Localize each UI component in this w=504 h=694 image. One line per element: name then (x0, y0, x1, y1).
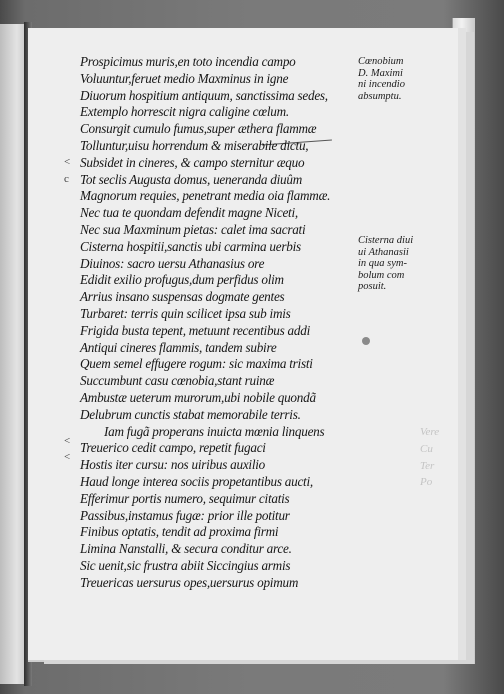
poem-line: Succumbunt casu cœnobia,stant ruinæ (80, 373, 275, 389)
poem-line: Consurgit cumulo fumus,super æthera flammæ (80, 121, 317, 137)
poem-line: Passibus,instamus fugæ: prior ille potitur (80, 507, 290, 523)
left-page-edge (0, 24, 25, 684)
poem-line: Haud longe interea sociis propetantibus aucti, (80, 473, 313, 489)
poem-line: Arrius insano suspensas dogmate gentes (80, 289, 285, 305)
poem-line: Frigida busta tepent, metuunt recentibus addi (80, 322, 311, 338)
gloss-line: posuit. (358, 281, 387, 292)
marginal-gloss-cistern (358, 235, 430, 293)
poem-line: Iam fugã properans inuicta mœnia linquens (104, 423, 325, 439)
poem-line: Delubrum cunctis stabat memorabile terris. (80, 406, 301, 422)
poem-line: Tolluntur,uisu horrendum & miserabile dictu, (80, 137, 309, 153)
poem-line: Finibus optatis, tendit ad proxima firmi (80, 524, 279, 540)
poem-line: Cisterna hospitii,sanctis ubi carmina uerbis (80, 238, 301, 254)
poem-line: Ambustæ ueterum murorum,ubi nobile quondã (80, 389, 316, 405)
poem-line: Voluuntur,feruet medio Maxminus in igne (80, 70, 289, 86)
gloss-line: D. Maximi (358, 67, 403, 79)
poem-line: Subsidet in cineres, & campo sternitur æquo (80, 154, 305, 170)
poem-line: Hostis iter cursu: nos uiribus auxilio (80, 457, 266, 473)
margin-mark: c (64, 173, 69, 185)
gloss-line: absumptu. (358, 90, 402, 102)
gloss-line: bolum com (358, 269, 405, 281)
poem-text-block (80, 54, 360, 592)
gloss-line: ni incendio (358, 79, 405, 90)
poem-line: Diuinos: sacro uersu Athanasius ore (80, 255, 265, 271)
poem-line: Prospicimus muris,en toto incendia campo (80, 54, 296, 69)
bleed-line: Cu (420, 442, 433, 455)
bleed-through-text (420, 424, 456, 491)
poem-line: Nec tua te quondam defendit magne Niceti, (80, 205, 298, 221)
poem-line: Limina Nanstalli, & secura conditur arce. (80, 541, 292, 557)
poem-line: Edidit exilio profugus,dum perfidus olim (80, 272, 284, 288)
gloss-line: ui Athanasii (358, 246, 409, 258)
poem-line: Extemplo horrescit nigra caligine cœlum. (80, 104, 289, 120)
margin-mark: < (64, 156, 71, 168)
poem-line: Tot seclis Augusta domus, ueneranda diuûm (80, 171, 303, 187)
poem-line: Antiqui cineres flammis, tandem subire (80, 339, 277, 355)
poem-line: Sic uenit,sic frustra abiit Siccingius armis (80, 557, 291, 573)
poem-line: Efferimur portis numero, sequimur citatis (80, 490, 290, 506)
gloss-line: in qua sym- (358, 258, 407, 269)
bleed-line: Po (420, 476, 433, 489)
bleed-line: Vere (420, 426, 440, 438)
poem-line: Diuorum hospitium antiquum, sanctissima sedes, (80, 87, 328, 103)
poem-line: Treuerico cedit campo, repetit fugaci (80, 440, 266, 456)
ink-smudge (362, 337, 370, 345)
poem-line: Magnorum requies, penetrant media oia flammæ. (80, 188, 331, 204)
poem-line: Treuericas uersurus opes,uersurus opimum (80, 574, 299, 590)
poem-line: Quem semel effugere rogum: sic maxima tristi (80, 356, 313, 372)
margin-mark: < (64, 451, 71, 463)
gloss-line: Cisterna diui (358, 235, 414, 246)
gloss-line: Cœnobium (358, 56, 404, 67)
margin-mark: < (64, 435, 71, 447)
poem-line: Turbaret: terris quin scilicet ipsa sub imis (80, 305, 291, 321)
poem-line: Nec sua Maxminum pietas: calet ima sacrati (80, 221, 306, 237)
marginal-gloss-monastery (358, 56, 430, 102)
bleed-line: Ter (420, 459, 435, 472)
